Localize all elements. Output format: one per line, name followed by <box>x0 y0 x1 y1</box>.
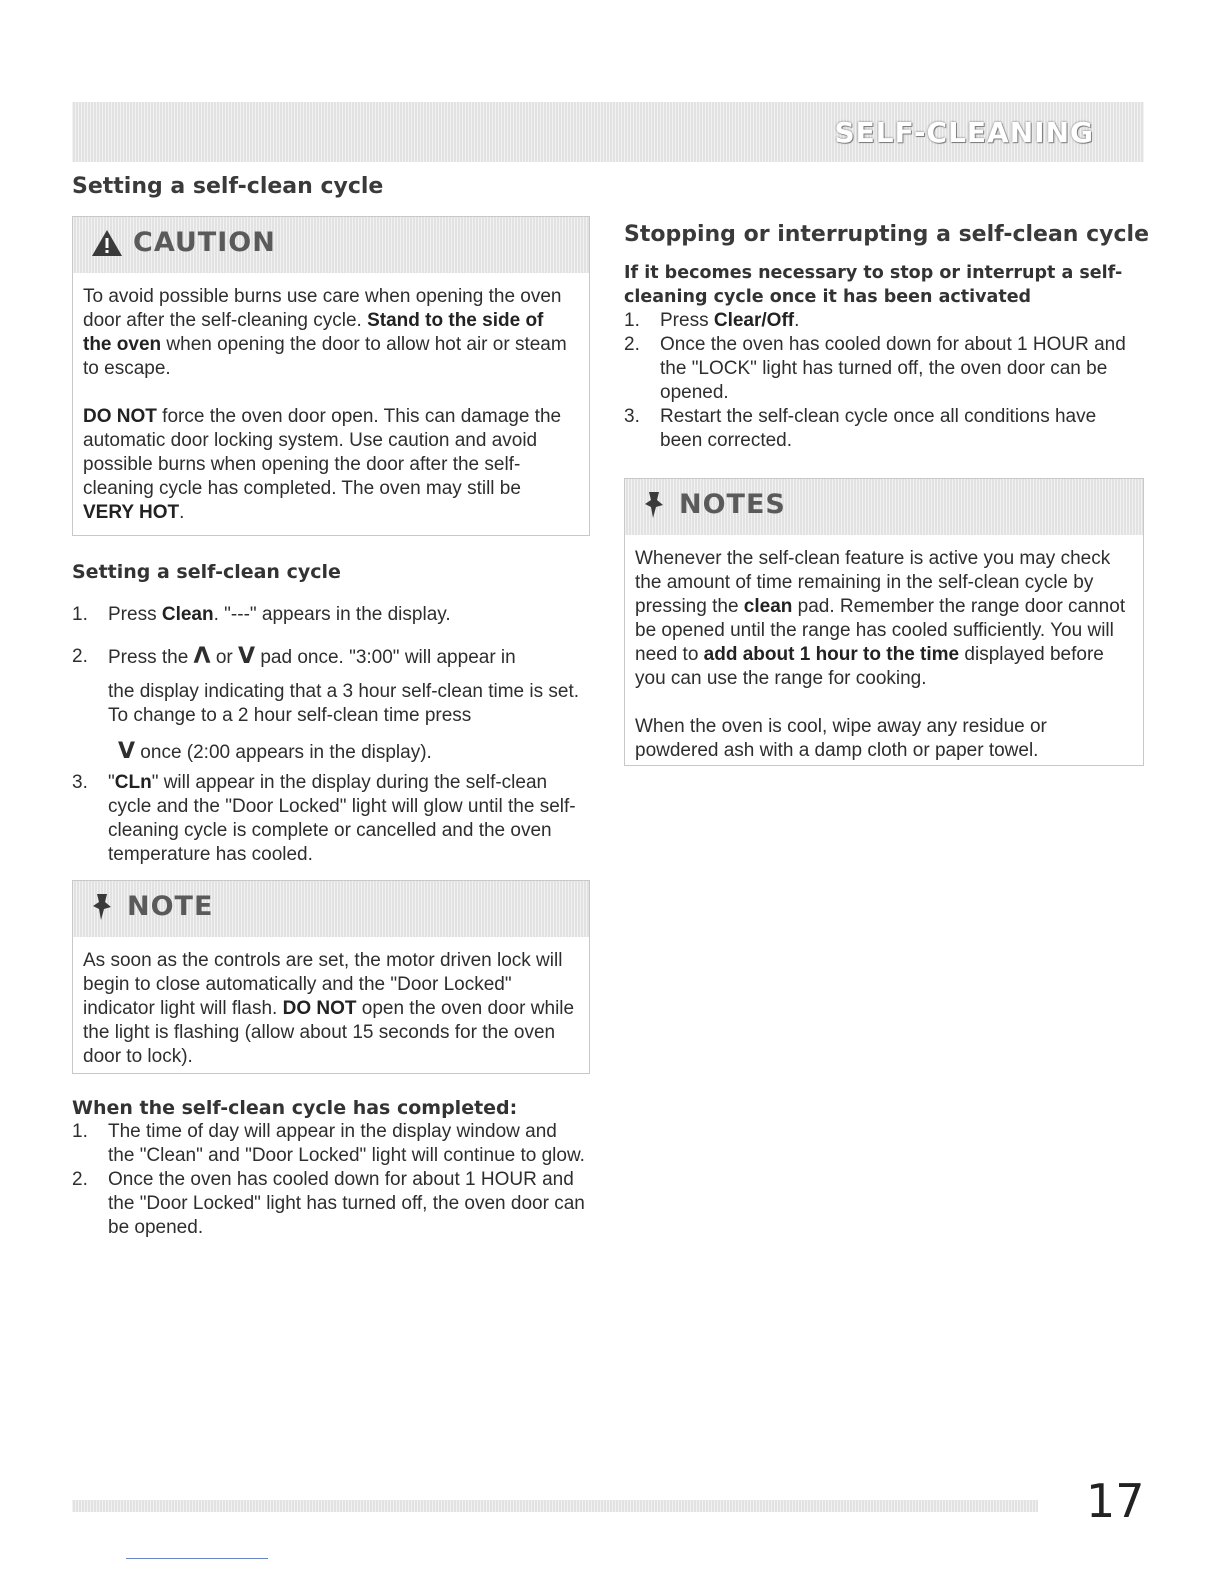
note-label-wrap <box>91 891 213 922</box>
caution-text-1a: To avoid possible burns use care when opening the oven door after the self-cleaning cycle. <box>83 286 562 331</box>
caution-text-2d: . <box>179 502 185 523</box>
setting-step-3 <box>72 771 588 867</box>
down-arrow-icon: V <box>118 739 136 764</box>
stopping-step-3 <box>624 405 1134 453</box>
setting-step-2 <box>72 645 588 765</box>
step-number: 1. <box>72 604 88 625</box>
notes-text-1c: pad. Remember the range door cannot be opened until the range has cooled sufficiently. You will need to <box>635 596 1126 665</box>
step-text: " will appear in the display during the self-clean cycle and the "Door Locked" light will glow until the self-cleaning cycle is complete or cancelled and the oven temperature has cooled. <box>108 772 576 865</box>
notes-label-wrap <box>643 489 786 520</box>
completed-step-2 <box>72 1168 588 1240</box>
note-text-a: As soon as the controls are set, the motor driven lock will begin to close automatically and the "Door Locked" indicator light will flash. <box>83 950 563 1019</box>
step-text-line-2: the display indicating that a 3 hour self-clean time is set. To change to a 2 hour self-clean time press <box>108 681 580 726</box>
section-header-band <box>72 102 1144 162</box>
completed-steps <box>72 1120 588 1240</box>
pushpin-icon <box>643 490 669 520</box>
cln-label: CLn <box>114 772 152 793</box>
setting-subheading: Setting a self-clean cycle <box>72 561 341 583</box>
note-body <box>73 937 589 1079</box>
caution-paragraph-2 <box>83 405 575 525</box>
note-box <box>72 880 590 1074</box>
step-text: Once the oven has cooled down for about 1 HOUR and the "LOCK" light has turned off, the oven door can be opened. <box>660 334 1126 403</box>
up-arrow-icon: Λ <box>193 644 211 669</box>
page-heading: Setting a self-clean cycle <box>72 174 384 199</box>
step-number: 1. <box>72 1121 88 1142</box>
caution-header <box>73 217 589 273</box>
pushpin-icon <box>91 892 117 922</box>
step-text: Press <box>660 310 714 331</box>
step-number: 3. <box>72 772 88 793</box>
caution-paragraph-1 <box>83 285 575 381</box>
step-text: or <box>210 647 239 668</box>
caution-label-wrap <box>91 227 276 258</box>
step-text: Press <box>108 604 162 625</box>
step-number: 3. <box>624 406 640 427</box>
step-text: Press the <box>108 647 194 668</box>
notes-text-1b: clean <box>743 596 793 617</box>
note-text-c: open the oven door while the light is flashing (allow about 15 seconds for the oven door to lock). <box>83 998 575 1067</box>
note-header <box>73 881 589 937</box>
step-number: 2. <box>624 334 640 355</box>
caution-text-1c: when opening the door to allow hot air or steam to escape. <box>83 334 567 379</box>
caution-text-2c: VERY HOT <box>83 502 180 523</box>
step-text-line-3 <box>108 740 588 765</box>
step-text: . <box>794 310 800 331</box>
step-text: The time of day will appear in the display window and the "Clean" and "Door Locked" light will continue to glow. <box>108 1121 585 1166</box>
notes-box <box>624 478 1144 766</box>
step-number: 1. <box>624 310 640 331</box>
step-number: 2. <box>72 1169 88 1190</box>
caution-body <box>73 273 589 535</box>
stopping-step-1 <box>624 309 1134 333</box>
note-paragraph <box>83 949 575 1069</box>
step-text: Restart the self-clean cycle once all conditions have been corrected. <box>660 406 1097 451</box>
completed-step-1 <box>72 1120 588 1168</box>
caution-text-2b: force the oven door open. This can damage the automatic door locking system. Use caution and avoid possible burns when opening the door after the self-cleaning cycle has completed. The oven may still be <box>83 406 562 499</box>
stopping-subheading: If it becomes necessary to stop or interrupt a self-cleaning cycle once it has been activated <box>624 263 1123 307</box>
divider <box>126 1558 268 1559</box>
step-number: 2. <box>72 646 88 667</box>
step-text: pad once. "3:00" will appear in <box>255 647 516 668</box>
notes-text-1e: displayed before you can use the range for cooking. <box>635 644 1104 689</box>
completed-subheading: When the self-clean cycle has completed: <box>72 1097 518 1119</box>
notes-paragraph-1 <box>635 547 1129 691</box>
notes-text-1d: add about 1 hour to the time <box>703 644 960 665</box>
step-text: . "---" appears in the display. <box>213 604 451 625</box>
caution-box <box>72 216 590 536</box>
section-title: SELF-CLEANING <box>834 116 1094 149</box>
notes-header <box>625 479 1143 535</box>
notes-text-1a: Whenever the self-clean feature is active you may check the amount of time remaining in the self-clean cycle by pressing the <box>635 548 1111 617</box>
notes-label: NOTES <box>679 489 786 520</box>
caution-text-2a: DO NOT <box>83 406 157 427</box>
notes-body <box>625 535 1143 773</box>
setting-steps <box>72 603 588 867</box>
down-arrow-icon: V <box>238 644 256 669</box>
caution-text-1b: Stand to the side of the oven <box>83 310 544 355</box>
step-text: once (2:00 appears in the display). <box>135 742 432 763</box>
clear-off-key-label: Clear/Off <box>713 310 795 331</box>
caution-label: CAUTION <box>133 227 276 258</box>
stopping-heading: Stopping or interrupting a self-clean cycle <box>624 222 1150 247</box>
note-text-b: DO NOT <box>282 998 357 1019</box>
page-number: 17 <box>1086 1474 1145 1528</box>
step-text: " <box>108 772 115 793</box>
stopping-step-2 <box>624 333 1134 405</box>
note-label: NOTE <box>127 891 214 922</box>
stopping-steps <box>624 309 1134 453</box>
step-text: Once the oven has cooled down for about 1 HOUR and the "Door Locked" light has turned off, the oven door can be opened. <box>108 1169 585 1238</box>
clean-key-label: Clean <box>161 604 214 625</box>
footer-rule <box>72 1500 1038 1512</box>
warning-icon <box>91 229 123 257</box>
setting-step-1 <box>72 603 588 627</box>
notes-paragraph-2: When the oven is cool, wipe away any residue or powdered ash with a damp cloth or paper towel. <box>635 716 1047 761</box>
